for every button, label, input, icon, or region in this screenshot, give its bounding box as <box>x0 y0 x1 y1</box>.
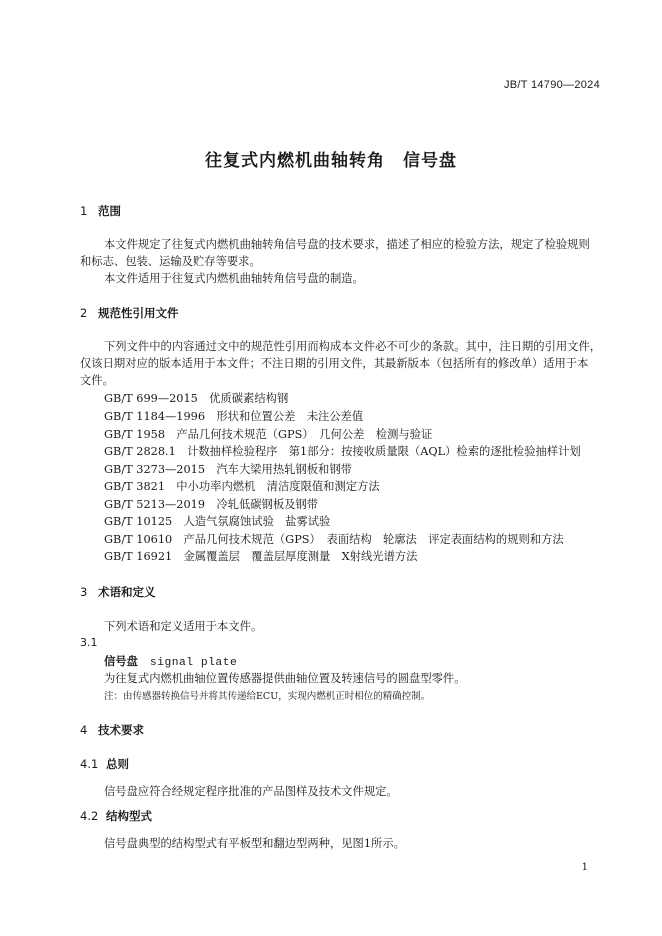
section-title: 范围 <box>98 204 121 218</box>
section-4-heading <box>80 722 144 738</box>
subsection-4-2-heading <box>80 808 152 824</box>
subsection-4-1-heading <box>80 756 129 772</box>
paragraph-line: 仅该日期对应的版本适用于本文件；不注日期的引用文件，其最新版本（包括所有的修改单）适用于本 <box>80 357 589 370</box>
section-2-heading <box>80 305 179 321</box>
page-title <box>0 146 662 171</box>
paragraph-line: 和标志、包装、运输及贮存等要求。 <box>80 255 261 268</box>
document-code: JB/T 14790—2024 <box>503 79 600 91</box>
title-part-2: 信号盘 <box>403 151 457 171</box>
subsection-title: 结构型式 <box>106 809 152 823</box>
paragraph-line: 本文件适用于往复式内燃机曲轴转角信号盘的制造。 <box>104 272 364 285</box>
section-title: 术语和定义 <box>98 585 156 599</box>
section-number: 1 <box>80 204 88 218</box>
paragraph-line: 本文件规定了往复式内燃机曲轴转角信号盘的技术要求，描述了相应的检验方法，规定了检验规则 <box>104 238 590 251</box>
section-title: 技术要求 <box>98 723 144 737</box>
paragraph-line: 信号盘应符合经规定程序批准的产品图样及技术文件规定。 <box>104 785 398 798</box>
section-3-heading <box>80 584 156 600</box>
section-1-heading <box>80 203 121 219</box>
paragraph-line: 下列文件中的内容通过文中的规范性引用而构成本文件必不可少的条款。其中，注日期的引用文件， <box>104 340 602 353</box>
page-number: 1 <box>581 862 588 873</box>
reference-item: GB/T 10125 人造气氛腐蚀试验 盐雾试验 <box>104 515 331 528</box>
reference-item: GB/T 1958 产品几何技术规范（GPS） 几何公差 检测与验证 <box>104 428 433 441</box>
subsection-title: 总则 <box>106 757 129 771</box>
subsection-number: 4.2 <box>80 809 99 823</box>
reference-item: GB/T 16921 金属覆盖层 覆盖层厚度测量 X射线光谱方法 <box>104 550 418 563</box>
section-number: 3 <box>80 585 88 599</box>
reference-item: GB/T 10610 产品几何技术规范（GPS） 表面结构 轮廓法 评定表面结构的规则和方法 <box>104 533 564 546</box>
reference-item: GB/T 699—2015 优质碳素结构钢 <box>104 392 289 405</box>
paragraph-line: 文件。 <box>80 374 114 387</box>
reference-item: GB/T 3821 中小功率内燃机 清洁度限值和测定方法 <box>104 480 380 493</box>
title-part-1: 往复式内燃机曲轴转角 <box>205 151 385 171</box>
paragraph-line: 信号盘典型的结构型式有平板型和翻边型两种，见图1所示。 <box>104 837 405 850</box>
paragraph-line: 下列术语和定义适用于本文件。 <box>104 620 263 633</box>
term-chinese: 信号盘 <box>104 655 138 668</box>
section-title: 规范性引用文件 <box>98 306 179 320</box>
reference-item: GB/T 3273—2015 汽车大梁用热轧钢板和钢带 <box>104 463 352 476</box>
reference-item: GB/T 5213—2019 冷轧低碳钢板及钢带 <box>104 498 319 511</box>
subsection-number: 4.1 <box>80 757 99 771</box>
section-number: 4 <box>80 723 88 737</box>
reference-item: GB/T 1184—1996 形状和位置公差 未注公差值 <box>104 410 364 423</box>
term-note: 注：由传感器转换信号并将其传递给ECU，实现内燃机正时相位的精确控制。 <box>104 691 431 702</box>
term-entry <box>104 653 237 669</box>
term-english: signal plate <box>149 657 238 669</box>
term-definition: 为往复式内燃机曲轴位置传感器提供曲轴位置及转速信号的圆盘型零件。 <box>104 672 466 685</box>
section-number: 2 <box>80 306 88 320</box>
term-number: 3.1 <box>80 636 98 649</box>
reference-item: GB/T 2828.1 计数抽样检验程序 第1部分：按接收质量限（AQL）检索的逐批检验抽样计划 <box>104 445 581 458</box>
